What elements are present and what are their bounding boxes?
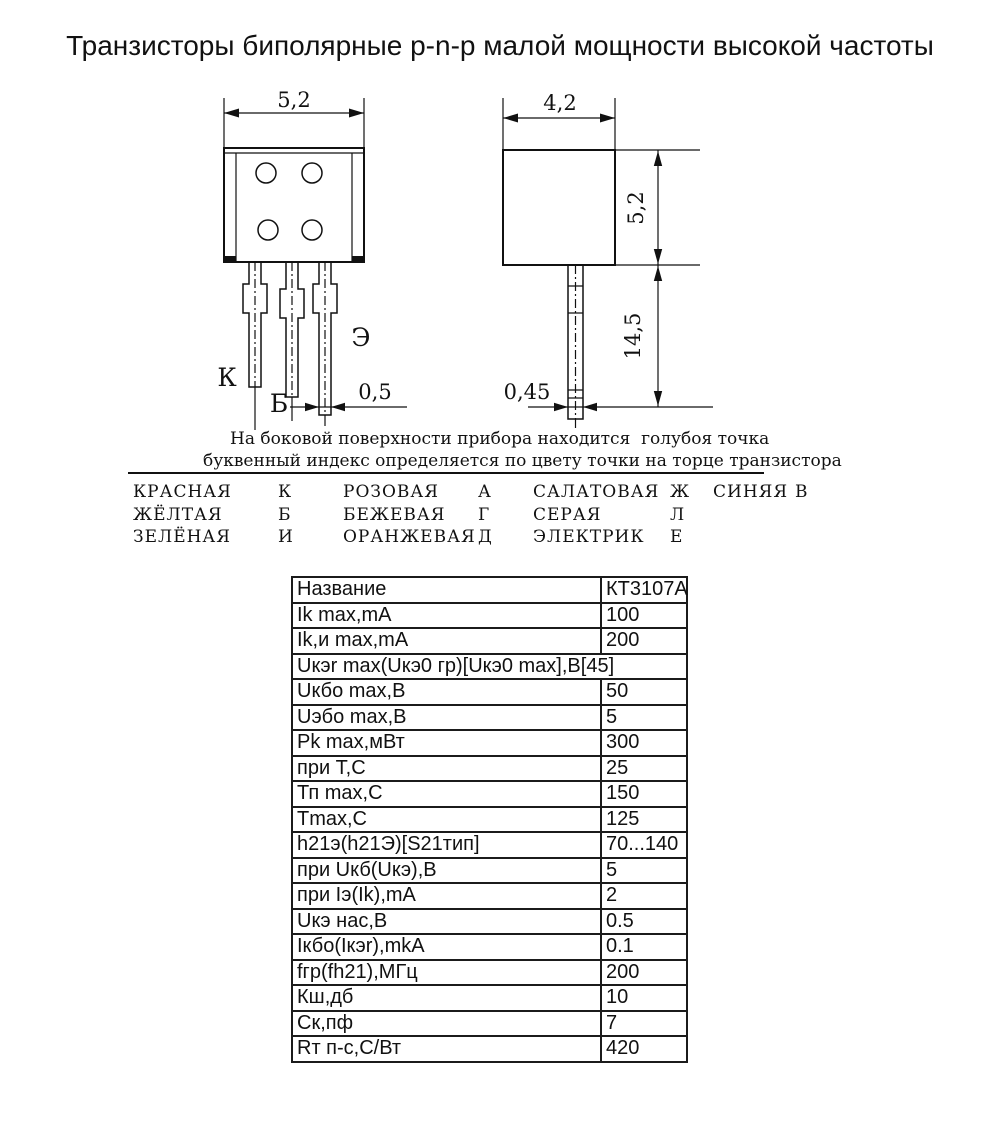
front-lead-width-dim-label: 0,5 xyxy=(358,380,392,404)
note-line-2: буквенный индекс определяется по цвету точки на торце транзистора xyxy=(203,451,842,471)
pin-label-collector: К xyxy=(217,363,237,392)
spec-value: 0.5 xyxy=(601,909,687,935)
spec-value: 200 xyxy=(601,960,687,986)
spec-row xyxy=(292,705,687,731)
spec-label: Ik max,mA xyxy=(292,603,601,629)
spec-label: Iкбо(Iкэr),mkA xyxy=(292,934,601,960)
color-letter-code: Ж xyxy=(670,482,691,502)
spec-label: при Uкб(Uкэ),В xyxy=(292,858,601,884)
spec-table xyxy=(291,576,688,1063)
spec-row xyxy=(292,756,687,782)
side-lead-length-dim-label: 14,5 xyxy=(621,312,645,360)
spec-row xyxy=(292,679,687,705)
color-legend-row xyxy=(133,527,863,550)
color-legend-row xyxy=(133,505,863,528)
color-letter-code: Б xyxy=(278,504,292,525)
spec-value: 100 xyxy=(601,603,687,629)
spec-value: 420 xyxy=(601,1036,687,1062)
spec-row xyxy=(292,1011,687,1037)
spec-value: 150 xyxy=(601,781,687,807)
spec-value: 2 xyxy=(601,883,687,909)
color-letter-code: Л xyxy=(670,504,686,525)
color-name: ОРАНЖЕВАЯ xyxy=(343,527,476,547)
spec-row xyxy=(292,730,687,756)
spec-value: КТ3107А xyxy=(601,577,687,603)
spec-label: h21э(h21Э)[S21тип] xyxy=(292,832,601,858)
spec-label: Tmax,С xyxy=(292,807,601,833)
spec-row xyxy=(292,628,687,654)
spec-label: при Iэ(Ik),mA xyxy=(292,883,601,909)
front-width-dim-label: 5,2 xyxy=(277,88,311,112)
side-body-height-dim-label: 5,2 xyxy=(624,191,648,225)
mounting-hole xyxy=(256,163,276,183)
page-title: Транзисторы биполярные p-n-p малой мощности высокой частоты xyxy=(66,30,934,61)
color-letter-code: В xyxy=(795,482,809,502)
spec-row xyxy=(292,960,687,986)
spec-table-body xyxy=(292,577,687,1062)
spec-row xyxy=(292,654,687,680)
spec-label: Название xyxy=(292,577,601,603)
spec-label: Rт п-с,С/Вт xyxy=(292,1036,601,1062)
color-letter-code: А xyxy=(478,482,492,502)
spec-row xyxy=(292,858,687,884)
spec-label: Uкэr max(Uкэ0 гр)[Uкэ0 max],В xyxy=(297,654,581,677)
package-drawings xyxy=(0,0,1000,430)
color-legend xyxy=(133,482,863,550)
color-name: САЛАТОВАЯ xyxy=(533,482,660,502)
spec-value: 25 xyxy=(601,756,687,782)
legend-divider-rule xyxy=(128,472,764,474)
side-lead-width-dim-label: 0,45 xyxy=(503,380,551,404)
spec-value: 7 xyxy=(601,1011,687,1037)
color-letter-code: К xyxy=(278,482,293,502)
color-letter-code: Д xyxy=(478,527,493,547)
spec-label: Ск,пф xyxy=(292,1011,601,1037)
spec-row xyxy=(292,603,687,629)
color-letter-code: И xyxy=(278,527,294,547)
pin-label-base: Б xyxy=(269,389,289,418)
color-name: РОЗОВАЯ xyxy=(343,482,440,502)
spec-row xyxy=(292,934,687,960)
spec-row xyxy=(292,985,687,1011)
spec-row xyxy=(292,832,687,858)
front-view-drawing xyxy=(217,88,407,430)
spec-row xyxy=(292,1036,687,1062)
mounting-hole xyxy=(302,163,322,183)
side-body-outline xyxy=(503,150,615,265)
color-name: ЗЕЛЁНАЯ xyxy=(133,527,232,547)
color-letter-code: Г xyxy=(478,504,491,525)
spec-value: 5 xyxy=(601,858,687,884)
spec-value: 200 xyxy=(601,628,687,654)
spec-label: fгр(fh21),МГц xyxy=(292,960,601,986)
spec-row xyxy=(292,577,687,603)
spec-label: Тп max,С xyxy=(292,781,601,807)
spec-value: 50 xyxy=(601,679,687,705)
spec-row xyxy=(292,883,687,909)
spec-label: Кш,дб xyxy=(292,985,601,1011)
spec-value: 300 xyxy=(601,730,687,756)
side-width-dim-label: 4,2 xyxy=(543,91,577,115)
spec-value: [45] xyxy=(580,654,615,677)
pin-label-emitter: Э xyxy=(351,323,371,352)
spec-value: 0.1 xyxy=(601,934,687,960)
color-name: СИНЯЯ xyxy=(713,482,789,502)
spec-label: Uэбо max,В xyxy=(292,705,601,731)
spec-value: 5 xyxy=(601,705,687,731)
front-body-outline xyxy=(224,148,364,262)
spec-label: при Т,С xyxy=(292,756,601,782)
color-name: КРАСНАЯ xyxy=(133,482,232,502)
spec-row xyxy=(292,781,687,807)
spec-label: Uкэ нас,В xyxy=(292,909,601,935)
color-name: ЖЁЛТАЯ xyxy=(133,504,223,525)
color-name: ЭЛЕКТРИК xyxy=(533,527,645,547)
color-letter-code: Е xyxy=(670,527,684,547)
color-legend-row xyxy=(133,482,863,505)
note-line-1: На боковой поверхности прибора находится голубоя точка xyxy=(230,429,770,449)
side-view-drawing xyxy=(503,91,713,428)
spec-row xyxy=(292,807,687,833)
spec-value: 125 xyxy=(601,807,687,833)
spec-merged-cell xyxy=(292,654,687,680)
color-name: СЕРАЯ xyxy=(533,504,602,525)
spec-label: Ik,и max,mA xyxy=(292,628,601,654)
mounting-hole xyxy=(258,220,278,240)
color-name: БЕЖЕВАЯ xyxy=(343,504,446,525)
spec-value: 70...140 xyxy=(601,832,687,858)
spec-row xyxy=(292,909,687,935)
mounting-hole xyxy=(302,220,322,240)
spec-label: Uкбо max,В xyxy=(292,679,601,705)
spec-label: Pk max,мВт xyxy=(292,730,601,756)
spec-value: 10 xyxy=(601,985,687,1011)
